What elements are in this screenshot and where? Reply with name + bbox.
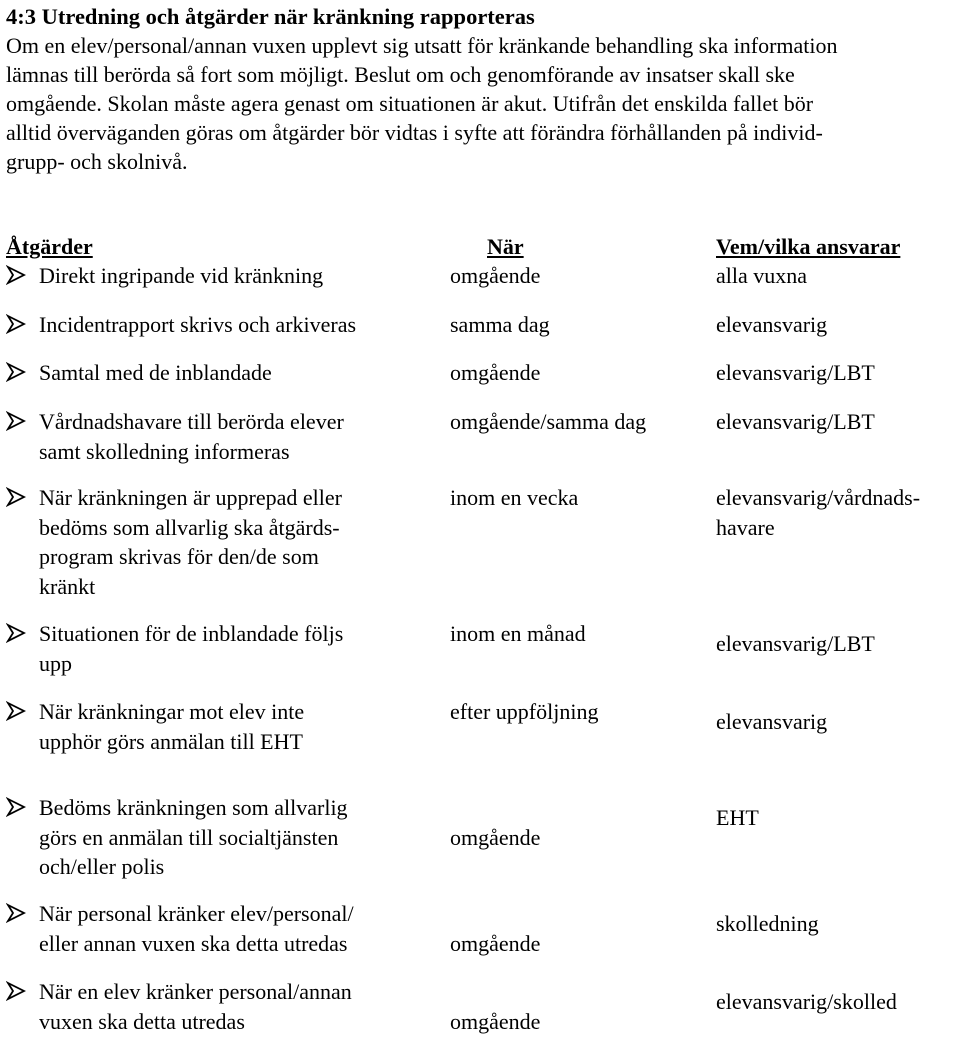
when-cell-line: omgående xyxy=(450,263,541,288)
responsible-cell-line: havare xyxy=(716,514,775,540)
responsible-cell xyxy=(716,629,875,659)
action-cell-line: görs en anmälan till socialtjänsten xyxy=(39,824,339,850)
when-cell xyxy=(450,358,540,388)
responsible-cell xyxy=(716,803,759,833)
action-cell xyxy=(39,261,323,291)
arrowhead-bullet-icon xyxy=(6,314,26,334)
responsible-cell xyxy=(716,483,920,542)
responsible-cell xyxy=(716,407,875,437)
when-cell-line: inom en vecka xyxy=(450,485,579,510)
action-cell-line: program skrivas för den/de som xyxy=(39,544,319,569)
responsible-cell xyxy=(716,261,807,291)
action-cell-line: Situationen för de inblandade följs xyxy=(39,621,344,646)
responsible-cell-line: elevansvarig/LBT xyxy=(716,360,875,385)
action-cell-line: När personal kränker elev/personal/ xyxy=(39,901,354,926)
arrowhead-bullet-icon xyxy=(6,701,26,721)
when-cell xyxy=(450,823,540,853)
intro-line: lämnas till berörda så fort som möjligt. Beslut om och genomförande av insatser skall ske xyxy=(6,62,795,87)
responsible-cell xyxy=(716,987,897,1017)
arrowhead-bullet-icon xyxy=(6,903,26,923)
when-cell-line: efter uppföljning xyxy=(450,699,599,724)
action-cell xyxy=(39,899,354,958)
when-cell xyxy=(450,619,586,649)
when-cell xyxy=(450,483,578,513)
action-cell-line: Bedöms kränkningen som allvarlig xyxy=(39,795,348,820)
when-cell-line: samma dag xyxy=(450,312,550,337)
responsible-cell-line: elevansvarig/LBT xyxy=(716,409,875,434)
when-cell xyxy=(450,1007,540,1037)
when-cell xyxy=(450,929,540,959)
arrowhead-bullet-icon xyxy=(6,797,26,817)
responsible-cell-line: alla vuxna xyxy=(716,263,808,288)
action-cell-line: När kränkningen är upprepad eller xyxy=(39,485,342,510)
action-cell xyxy=(39,358,272,388)
action-cell-line: vuxen ska detta utredas xyxy=(39,1008,245,1034)
intro-line: Om en elev/personal/annan vuxen upplevt sig utsatt för kränkande behandling ska information xyxy=(6,33,838,58)
arrowhead-bullet-icon xyxy=(6,362,26,382)
action-cell-line: och/eller polis xyxy=(39,854,165,879)
action-cell-line: eller annan vuxen ska detta utredas xyxy=(39,930,348,956)
when-cell xyxy=(450,310,550,340)
arrowhead-bullet-icon xyxy=(6,411,26,431)
action-cell-line: upp xyxy=(39,650,72,676)
arrowhead-bullet-icon xyxy=(6,265,26,285)
responsible-cell-line: elevansvarig/skolled xyxy=(716,989,897,1014)
action-cell-line: När en elev kränker personal/annan xyxy=(39,979,352,1004)
action-cell-line: När kränkningar mot elev inte xyxy=(39,699,305,724)
action-cell-line: Incidentrapport skrivs och arkiveras xyxy=(39,312,357,337)
section-heading: 4:3 Utredning och åtgärder när kränkning rapporteras xyxy=(6,4,535,29)
when-cell-line: omgående xyxy=(450,1009,541,1034)
action-cell xyxy=(39,619,343,678)
action-cell-line: samt skolledning informeras xyxy=(39,438,290,464)
action-cell xyxy=(39,977,352,1036)
when-cell-line: inom en månad xyxy=(450,621,586,646)
action-cell-line: Vårdnadshavare till berörda elever xyxy=(39,409,344,434)
action-cell-line: Direkt ingripande vid kränkning xyxy=(39,263,324,288)
action-cell xyxy=(39,483,342,601)
responsible-cell-line: elevansvarig xyxy=(716,312,828,337)
when-cell xyxy=(450,261,540,291)
responsible-cell xyxy=(716,707,827,737)
column-header-when: När xyxy=(487,234,524,259)
intro-line: grupp- och skolnivå. xyxy=(6,149,188,174)
responsible-cell xyxy=(716,909,819,939)
responsible-cell-line: elevansvarig/LBT xyxy=(716,631,875,656)
action-cell-line: upphör görs anmälan till EHT xyxy=(39,728,303,754)
responsible-cell-line: elevansvarig/vårdnads- xyxy=(716,485,921,510)
action-cell xyxy=(39,310,356,340)
when-cell xyxy=(450,407,646,437)
responsible-cell-line: elevansvarig xyxy=(716,709,828,734)
action-cell-line: Samtal med de inblandade xyxy=(39,360,272,385)
arrowhead-bullet-icon xyxy=(6,487,26,507)
responsible-cell-line: skolledning xyxy=(716,911,819,936)
action-cell-line: kränkt xyxy=(39,573,96,599)
action-cell xyxy=(39,407,344,466)
intro-line: alltid överväganden göras om åtgärder bör vidtas i syfte att förändra förhållanden på individ- xyxy=(6,120,823,145)
arrowhead-bullet-icon xyxy=(6,623,26,643)
responsible-cell xyxy=(716,358,875,388)
arrowhead-bullet-icon xyxy=(6,981,26,1001)
column-header-action: Åtgärder xyxy=(6,234,93,259)
action-cell-line: bedöms som allvarlig ska åtgärds- xyxy=(39,514,340,540)
responsible-cell-line: EHT xyxy=(716,805,759,830)
when-cell xyxy=(450,697,598,727)
column-header-responsible: Vem/vilka ansvarar xyxy=(716,234,901,259)
action-cell xyxy=(39,697,304,756)
when-cell-line: omgående xyxy=(450,931,541,956)
when-cell-line: omgående xyxy=(450,825,541,850)
when-cell-line: omgående xyxy=(450,360,541,385)
action-cell xyxy=(39,793,348,882)
intro-line: omgående. Skolan måste agera genast om situationen är akut. Utifrån det enskilda fallet bör xyxy=(6,91,814,116)
responsible-cell xyxy=(716,310,827,340)
when-cell-line: omgående/samma dag xyxy=(450,409,647,434)
